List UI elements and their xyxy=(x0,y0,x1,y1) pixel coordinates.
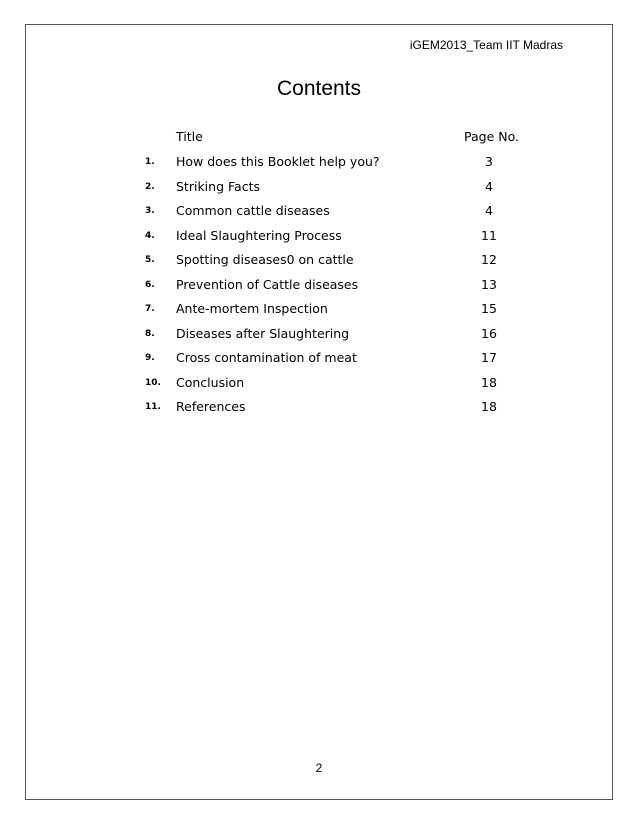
toc-entry-label[interactable]: Ideal Slaughtering Process xyxy=(176,227,342,243)
toc-entry-number: 11. xyxy=(145,402,161,412)
toc-entry-page: 4 xyxy=(485,178,493,194)
toc-entry[interactable] xyxy=(145,277,525,302)
page-title xyxy=(0,77,638,101)
toc-entry-label[interactable]: Cross contamination of meat xyxy=(176,350,357,365)
running-header: iGEM2013_Team IIT Madras xyxy=(409,38,563,52)
toc-entry-page: 15 xyxy=(481,301,497,316)
page-title-text: Contents xyxy=(276,77,362,100)
table-of-contents xyxy=(145,129,525,424)
toc-entry[interactable] xyxy=(145,326,525,351)
toc-entry-page: 4 xyxy=(485,203,493,218)
toc-entry-label[interactable]: Conclusion xyxy=(176,374,245,390)
toc-entry-label[interactable]: Striking Facts xyxy=(176,178,260,194)
toc-entry-number: 2. xyxy=(145,181,155,192)
toc-column-page: Page No. xyxy=(464,129,519,144)
toc-entry-page: 18 xyxy=(481,399,497,414)
toc-entry[interactable] xyxy=(145,399,525,424)
toc-entry-label[interactable]: References xyxy=(176,399,246,414)
toc-entry-number: 3. xyxy=(145,206,155,216)
page-number: 2 xyxy=(315,761,323,775)
toc-entry-label[interactable]: Ante-mortem Inspection xyxy=(176,301,328,316)
toc-entry[interactable] xyxy=(145,350,525,375)
toc-entry-number: 7. xyxy=(145,304,155,314)
toc-entry-page: 3 xyxy=(485,154,493,169)
toc-entry-label[interactable]: Diseases after Slaughtering xyxy=(176,325,350,341)
toc-column-title: Title xyxy=(176,129,203,144)
toc-entry[interactable] xyxy=(145,203,525,228)
toc-entry-page: 17 xyxy=(481,350,497,365)
toc-entry-number: 1. xyxy=(145,157,155,167)
toc-entry-page: 11 xyxy=(481,227,497,243)
toc-entry-number: 5. xyxy=(145,255,155,265)
toc-entry-page: 18 xyxy=(481,374,497,390)
toc-entry[interactable] xyxy=(145,179,525,204)
toc-entry[interactable] xyxy=(145,228,525,253)
toc-entry-number: 10. xyxy=(145,377,161,388)
toc-entry-label[interactable]: Spotting diseases0 on cattle xyxy=(176,252,354,267)
toc-entry-page: 16 xyxy=(481,325,497,341)
toc-header-row xyxy=(145,129,525,153)
toc-entry[interactable] xyxy=(145,252,525,277)
toc-entry[interactable] xyxy=(145,375,525,400)
toc-entry-page: 13 xyxy=(481,276,497,292)
toc-entry-number: 4. xyxy=(145,230,155,241)
toc-entry-label[interactable]: How does this Booklet help you? xyxy=(176,154,380,169)
toc-entry-page: 12 xyxy=(481,252,497,267)
toc-entry[interactable] xyxy=(145,154,525,179)
toc-entry[interactable] xyxy=(145,301,525,326)
toc-entry-number: 9. xyxy=(145,353,155,363)
toc-entry-label[interactable]: Prevention of Cattle diseases xyxy=(176,276,359,292)
toc-entry-label[interactable]: Common cattle diseases xyxy=(176,203,330,218)
toc-entry-number: 8. xyxy=(145,328,155,339)
toc-entry-number: 6. xyxy=(145,279,155,290)
